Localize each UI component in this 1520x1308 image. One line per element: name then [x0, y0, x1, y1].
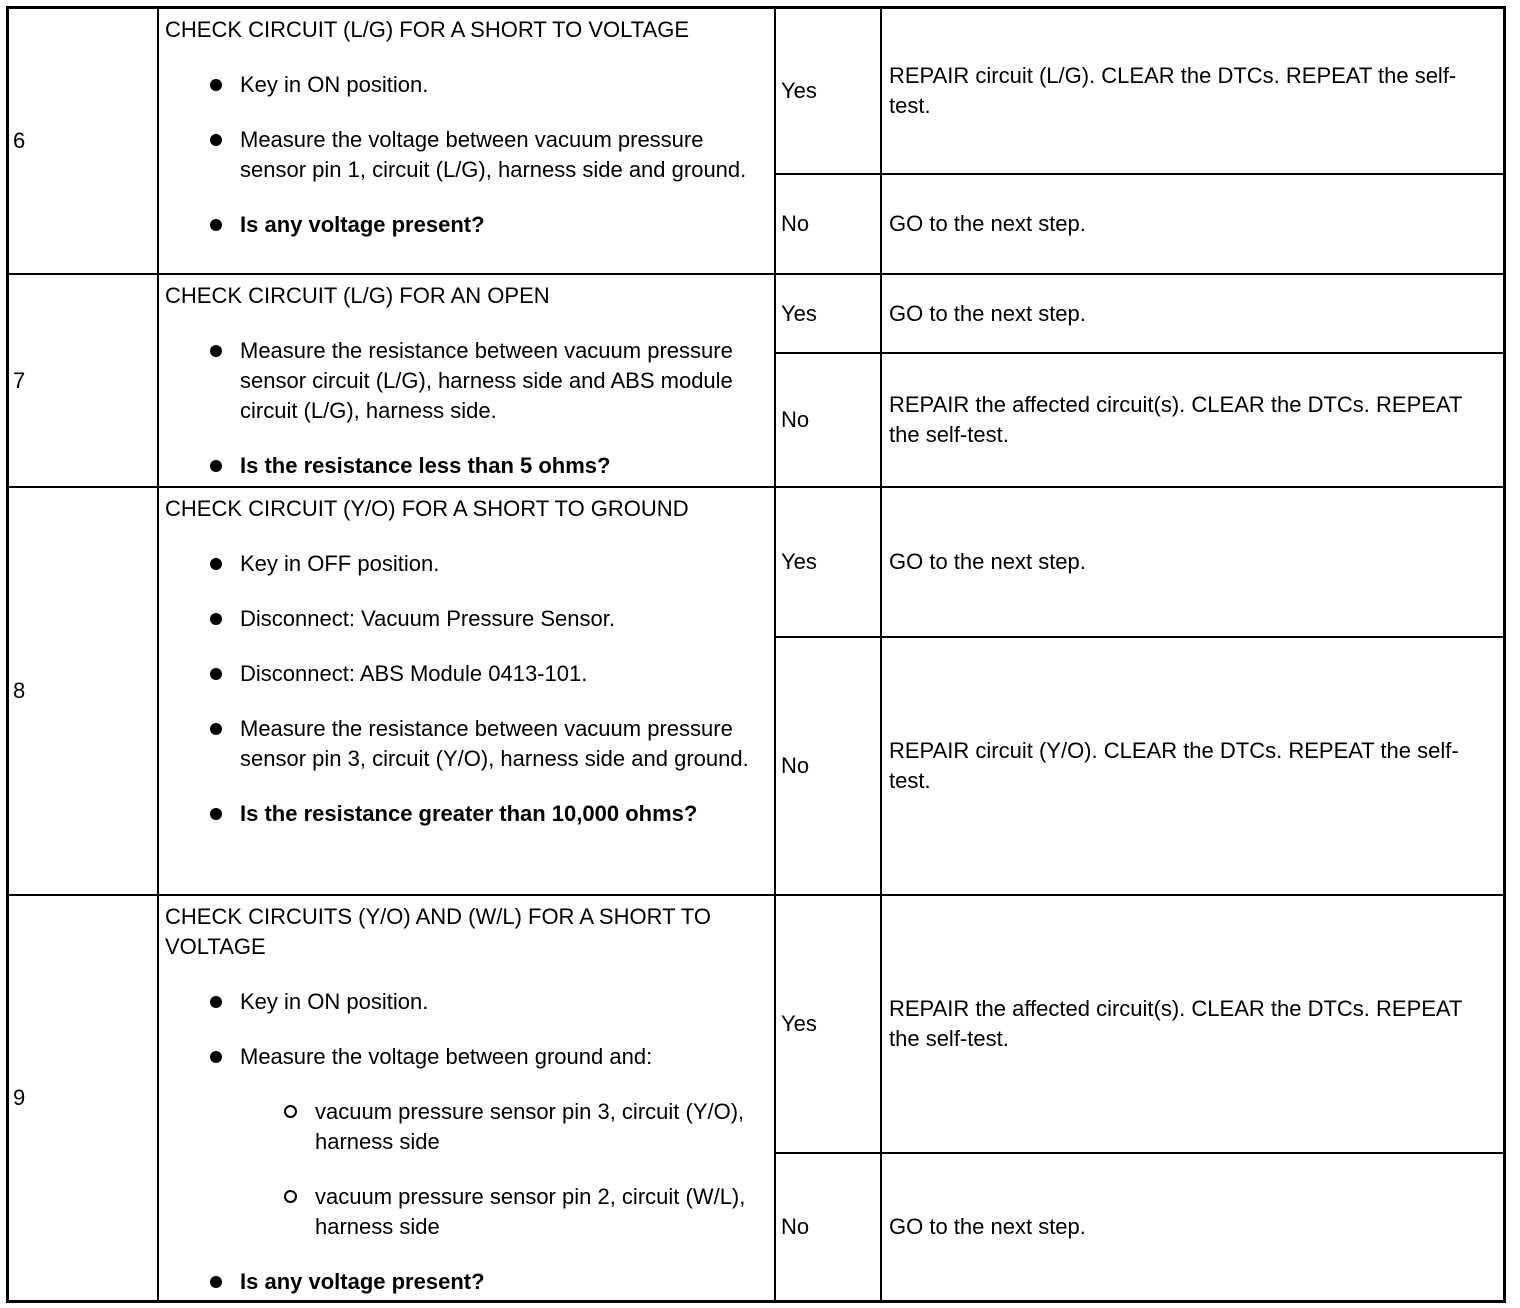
yes-action: REPAIR circuit (L/G). CLEAR the DTCs. REPEAT the self-test. [889, 63, 1457, 118]
bullet-item: Key in ON position. [165, 70, 768, 100]
answer-no: No [776, 638, 882, 894]
bullet-item: Measure the voltage between vacuum pressure sensor pin 1, circuit (L/G), harness side and ground. [165, 125, 768, 185]
answer-no: No [776, 354, 882, 486]
results-cell [776, 9, 1503, 273]
no-result-row [776, 354, 1503, 486]
table-row [9, 488, 1503, 896]
bullet-item: Measure the resistance between vacuum pressure sensor pin 3, circuit (Y/O), harness side and ground. [165, 714, 768, 774]
yes-action: GO to the next step. [889, 300, 1086, 326]
step-action-cell [159, 896, 776, 1300]
table-row [9, 9, 1503, 275]
no-result-row [776, 638, 1503, 894]
step-number: 9 [9, 896, 159, 1300]
answer-yes: Yes [776, 896, 882, 1152]
bullet-item: Disconnect: ABS Module 0413-101. [165, 659, 768, 689]
circle-bullet-icon [284, 1190, 297, 1203]
bullet-icon [210, 613, 222, 625]
no-result-row [776, 1154, 1503, 1300]
bullet-icon [210, 79, 222, 91]
results-cell [776, 488, 1503, 894]
step-title: CHECK CIRCUITS (Y/O) AND (W/L) FOR A SHORT TO VOLTAGE [165, 904, 711, 959]
answer-no: No [776, 175, 882, 273]
bullet-icon [210, 460, 222, 472]
answer-yes: Yes [776, 9, 882, 173]
bullet-item: Measure the resistance between vacuum pressure sensor circuit (L/G), harness side and ABS module circuit (L/G), harness side. [165, 336, 768, 426]
question-item: Is any voltage present? [165, 210, 768, 240]
bullet-icon [210, 996, 222, 1008]
bullet-icon [210, 808, 222, 820]
bullet-icon [210, 558, 222, 570]
table-row [9, 896, 1503, 1300]
yes-result-row [776, 488, 1503, 638]
yes-result-row [776, 9, 1503, 175]
step-title: CHECK CIRCUIT (Y/O) FOR A SHORT TO GROUND [165, 496, 689, 521]
step-title: CHECK CIRCUIT (L/G) FOR A SHORT TO VOLTAGE [165, 17, 690, 42]
step-action-cell [159, 488, 776, 894]
bullet-icon [210, 134, 222, 146]
no-action: GO to the next step. [889, 211, 1086, 236]
circle-bullet-icon [284, 1105, 297, 1118]
answer-yes: Yes [776, 275, 882, 352]
step-action-cell [159, 9, 776, 273]
question-item: Is the resistance greater than 10,000 ohms? [165, 799, 768, 829]
yes-action: REPAIR the affected circuit(s). CLEAR the DTCs. REPEAT the self-test. [889, 996, 1462, 1051]
table-row [9, 275, 1503, 488]
bullet-item: Key in OFF position. [165, 549, 768, 579]
yes-result-row [776, 275, 1503, 354]
step-number: 6 [9, 9, 159, 273]
step-number: 8 [9, 488, 159, 894]
results-cell [776, 275, 1503, 486]
no-result-row [776, 175, 1503, 273]
bullet-icon [210, 219, 222, 231]
answer-yes: Yes [776, 488, 882, 636]
no-action: GO to the next step. [889, 1214, 1086, 1239]
bullet-icon [210, 1051, 222, 1063]
answer-no: No [776, 1154, 882, 1300]
bullet-item: Key in ON position. [165, 987, 768, 1017]
no-action: REPAIR circuit (Y/O). CLEAR the DTCs. REPEAT the self-test. [889, 738, 1459, 793]
yes-result-row [776, 896, 1503, 1154]
yes-action: GO to the next step. [889, 549, 1086, 574]
bullet-item: Measure the voltage between ground and: [165, 1042, 768, 1072]
no-action: REPAIR the affected circuit(s). CLEAR the DTCs. REPEAT the self-test. [889, 392, 1462, 447]
step-title: CHECK CIRCUIT (L/G) FOR AN OPEN [165, 283, 550, 308]
bullet-icon [210, 1276, 222, 1288]
question-item: Is any voltage present? [165, 1267, 768, 1297]
results-cell [776, 896, 1503, 1300]
sub-bullet-item: vacuum pressure sensor pin 2, circuit (W/L), harness side [165, 1182, 768, 1242]
bullet-icon [210, 723, 222, 735]
bullet-icon [210, 668, 222, 680]
bullet-icon [210, 345, 222, 357]
diagnostic-table [6, 6, 1506, 1303]
step-action-cell [159, 275, 776, 486]
question-item: Is the resistance less than 5 ohms? [165, 451, 768, 481]
sub-bullet-item: vacuum pressure sensor pin 3, circuit (Y/O), harness side [165, 1097, 768, 1157]
bullet-item: Disconnect: Vacuum Pressure Sensor. [165, 604, 768, 634]
step-number: 7 [9, 275, 159, 486]
